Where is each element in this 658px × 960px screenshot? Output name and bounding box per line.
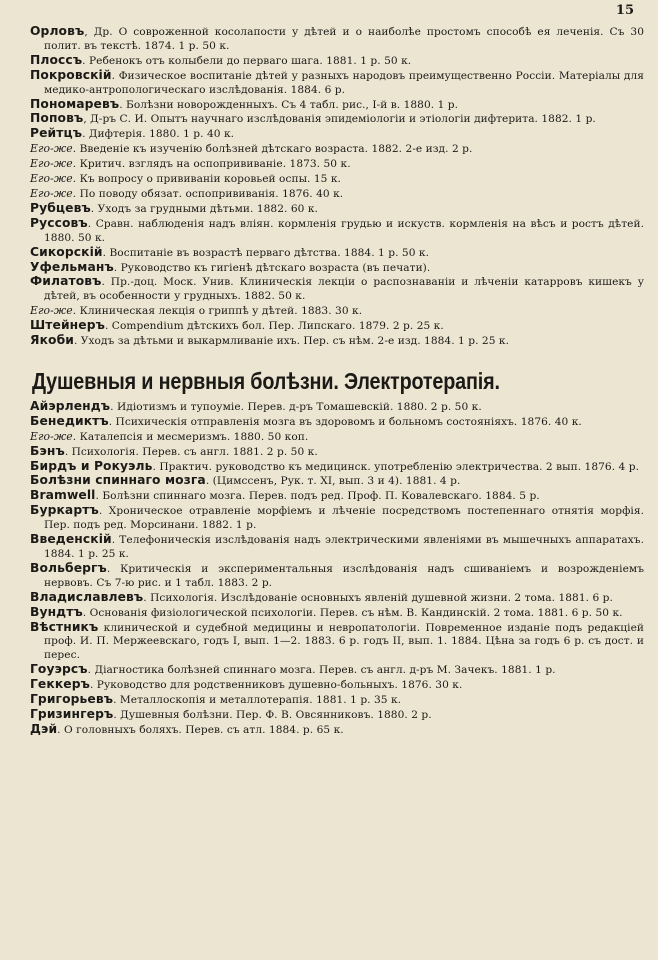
- catalog-entry: [30, 489, 644, 504]
- catalog-entry: [30, 693, 644, 708]
- catalog-entry: [30, 157, 644, 172]
- entry-text: . Физическое воспитаніе дѣтей у разныхъ народовъ преимущественно Россіи. Матеріалы для медико-антропологическаго изслѣдованія. 1884. 6 р.: [44, 69, 644, 96]
- entry-text: . Душевныя болѣзни. Пер. Ф. В. Овсянниковъ. 1880. 2 р.: [113, 708, 432, 721]
- catalog-entry: [30, 723, 644, 738]
- catalog-entry: [30, 217, 644, 246]
- entry-author: Бенедиктъ: [30, 413, 109, 428]
- entry-text: клинической и судебной медицины и невропатологіи. Повременное изданіе подъ редакціей проф. И. П. Мержеевскаго, годъ I, вып. 1—2. 1883. 6 р. годъ II, вып. 1. 1884. Цѣна за годъ 6 р. съ дост. и перес.: [44, 621, 644, 662]
- entry-author: Введенскій: [30, 532, 112, 547]
- catalog-entry: [30, 663, 644, 678]
- entry-text: . По поводу обязат. оспопрививанія. 1876. 40 к.: [72, 187, 344, 200]
- catalog-entry: [30, 460, 644, 475]
- entry-author: Владиславлевъ: [30, 589, 144, 604]
- entry-text: . Къ вопросу о прививаніи коровьей оспы. 15 к.: [72, 173, 341, 186]
- catalog-entry: [30, 142, 644, 157]
- entry-author: Его-же: [30, 142, 73, 156]
- catalog-entry: [30, 127, 644, 142]
- catalog-entry: [30, 400, 644, 415]
- catalog-entry: [30, 562, 644, 591]
- entry-text: . Введеніе къ изученію болѣзней дѣтскаго возраста. 1882. 2-е изд. 2 р.: [72, 143, 473, 156]
- catalog-entry: [30, 708, 644, 723]
- entry-text: . Идіотизмъ и тупоуміе. Перев. д-ръ Томашевскій. 1880. 2 р. 50 к.: [110, 400, 482, 413]
- catalog-entry: [30, 533, 644, 562]
- entry-text: . Практич. руководство къ медицинск. употребленію электричества. 2 вып. 1876. 4 р.: [152, 460, 640, 473]
- catalog-entry: [30, 54, 644, 69]
- entry-text: . Психическія отправленія мозга въ здоровомъ и больномъ состояніяхъ. 1876. 40 к.: [108, 415, 582, 428]
- entry-text: . Каталепсія и месмеризмъ. 1880. 50 коп.: [72, 430, 309, 443]
- entry-text: . Хроническое отравленіе морфіемъ и лѣченіе посредствомъ постепеннаго отнятія морфія. Пер. подъ ред. Морсинани. 1882. 1 р.: [44, 505, 644, 532]
- catalog-entry: [30, 25, 644, 54]
- catalog-entry: [30, 319, 644, 334]
- entry-text: . Сравн. наблюденія надъ вліян. кормленія грудью и искуств. кормленія на вѣсъ и ростъ дѣтей. 1880. 50 к.: [44, 217, 644, 244]
- entry-text: . Дифтерія. 1880. 1 р. 40 к.: [82, 128, 235, 141]
- catalog-entry: [30, 591, 644, 606]
- entry-author: Его-же: [30, 172, 73, 186]
- entry-text: . Критическія и экспериментальныя изслѣдованія надъ сшиваніемъ и возрожденіемъ нервовъ. Съ 7-ю рис. и 1 табл. 1883. 2 р.: [44, 562, 644, 589]
- entry-text: . Ребенокъ отъ колыбели до перваго шага. 1881. 1 р. 50 к.: [82, 54, 412, 67]
- entry-author: Уфельманъ: [30, 259, 114, 274]
- entry-author: Его-же: [30, 157, 73, 171]
- catalog-entry: [30, 678, 644, 693]
- entry-text: . Болѣзни новорожденныхъ. Съ 4 табл. рис., I-й в. 1880. 1 р.: [119, 98, 459, 111]
- entry-author: Покровскій: [30, 67, 112, 82]
- entry-text: . Compendium дѣтскихъ бол. Пер. Липскаго. 1879. 2 р. 25 к.: [104, 320, 444, 333]
- entry-author: Болѣзни спиннаго мозга: [30, 473, 206, 488]
- entry-author: Вольбергъ: [30, 560, 107, 575]
- entry-author: Руссовъ: [30, 215, 88, 230]
- entry-author: Бирдъ и Рокуэль: [30, 458, 153, 473]
- catalog-entry: [30, 334, 644, 349]
- entry-author: Пономаревъ: [30, 96, 120, 111]
- entry-author: Рубцевъ: [30, 200, 91, 215]
- entry-author: Вундтъ: [30, 604, 83, 619]
- catalog-entry: [30, 112, 644, 127]
- entry-text: . Болѣзни спиннаго мозга. Перев. подъ ред. Проф. П. Ковалевскаго. 1884. 5 р.: [95, 490, 540, 503]
- catalog-entry: [30, 474, 644, 489]
- entry-text: . Уходъ за дѣтьми и выкармливаніе ихъ. Пер. съ нѣм. 2-е изд. 1884. 1 р. 25 к.: [73, 335, 510, 348]
- entry-author: Буркартъ: [30, 503, 99, 518]
- entry-author: Айэрлендъ: [30, 398, 111, 413]
- catalog-entry: [30, 98, 644, 113]
- catalog-entry: [30, 275, 644, 304]
- entry-text: . Металлоскопія и металлотерапія. 1881. 1 р. 35 к.: [113, 694, 402, 707]
- entry-text: . О головныхъ боляхъ. Перев. съ атл. 1884. р. 65 к.: [57, 723, 344, 736]
- entry-text: . Клиническая лекція о гриппѣ у дѣтей. 1883. 30 к.: [72, 305, 363, 318]
- entry-author: Бэнъ: [30, 443, 65, 458]
- catalog-entry: [30, 606, 644, 621]
- entry-author: Орловъ: [30, 24, 85, 38]
- entry-text: . Уходъ за грудными дѣтьми. 1882. 60 к.: [90, 202, 318, 215]
- catalog-entry: [30, 304, 644, 319]
- entry-author: Якоби: [30, 333, 74, 348]
- section-heading: Душевныя и нервныя болѣзни. Электротерапія.: [32, 367, 500, 394]
- catalog-entry: [30, 430, 644, 445]
- entry-author: Штейнеръ: [30, 318, 105, 333]
- catalog-entry: [30, 445, 644, 460]
- catalog-entry: [30, 246, 644, 261]
- catalog-entry: [30, 69, 644, 98]
- entry-text: . Воспитаніе въ возрастѣ перваго дѣтства. 1884. 1 р. 50 к.: [102, 246, 429, 259]
- entry-text: . Психологія. Перев. съ англ. 1881. 2 р. 50 к.: [64, 445, 318, 458]
- catalog-entry: [30, 621, 644, 664]
- entry-text: . Руководство къ гигіенѣ дѣтскаго возраста (въ печати).: [113, 261, 431, 274]
- catalog-section: [30, 368, 644, 738]
- entry-text: . (Цимссенъ, Рук. т. XI, вып. 3 и 4). 1881. 4 р.: [205, 475, 461, 488]
- catalog-entry: [30, 504, 644, 533]
- catalog-entry: [30, 415, 644, 430]
- entry-text: . Діагностика болѣзней спиннаго мозга. Перев. съ англ. д-ръ М. Зачекъ. 1881. 1 р.: [87, 664, 556, 677]
- entry-list: [30, 25, 644, 349]
- catalog-entry: [30, 202, 644, 217]
- entry-list: [30, 400, 644, 738]
- entry-text: , Д-ръ С. И. Опытъ научнаго изслѣдованія эпидеміологіи и этіологіи дифтерита. 1882. 1 р.: [83, 113, 596, 126]
- entry-author: Гризингеръ: [30, 706, 114, 721]
- entry-text: , Др. О совроженной косолапости у дѣтей и о наиболѣе простомъ способѣ ея леченія. Съ 30 полит. въ текстѣ. 1874. 1 р. 50 к.: [44, 26, 644, 52]
- catalog-entry: [30, 261, 644, 276]
- entry-text: . Критич. взглядъ на оспопрививаніе. 1873. 50 к.: [72, 158, 351, 171]
- entry-text: . Руководство для родственниковъ душевно-больныхъ. 1876. 30 к.: [89, 679, 463, 692]
- entry-author: Поповъ: [30, 111, 84, 126]
- catalog-entry: [30, 172, 644, 187]
- entry-author: Его-же: [30, 186, 73, 200]
- page-number: 15: [615, 3, 634, 18]
- entry-author: Его-же: [30, 429, 73, 443]
- entry-author: Дэй: [30, 721, 58, 736]
- entry-author: Григорьевъ: [30, 692, 114, 707]
- catalog-entry: [30, 187, 644, 202]
- entry-author: Филатовъ: [30, 274, 102, 289]
- entry-author: Его-же: [30, 304, 73, 318]
- entry-author: Геккеръ: [30, 677, 90, 692]
- entry-author: Гоуэрсъ: [30, 662, 88, 677]
- entry-text: . Телефоническія изслѣдованія надъ электрическими явленіями въ мышечныхъ аппаратахъ. 1884. 1 р. 25 к.: [44, 534, 644, 560]
- entry-text: . Пр.-доц. Моск. Унив. Клиническія лекціи о распознаваніи и лѣченіи катарровъ кишекъ у дѣтей, въ особенности у грудныхъ. 1882. 50 к.: [44, 276, 644, 303]
- entry-author: Вѣстникъ: [30, 619, 99, 634]
- entry-author: Рейтцъ: [30, 126, 83, 141]
- catalog-section: [30, 25, 644, 349]
- catalog-content: [30, 25, 644, 738]
- entry-text: . Психологія. Изслѣдованіе основныхъ явленій душевной жизни. 2 тома. 1881. 6 р.: [143, 591, 613, 604]
- entry-text: . Основанія физіологической психологіи. Перев. съ нѣм. В. Кандинскій. 2 тома. 1881. 6 р. 50 к.: [82, 606, 623, 619]
- entry-author: Плоссъ: [30, 52, 83, 67]
- entry-author: Сикорскій: [30, 244, 103, 259]
- entry-author: Bramwell: [30, 488, 96, 503]
